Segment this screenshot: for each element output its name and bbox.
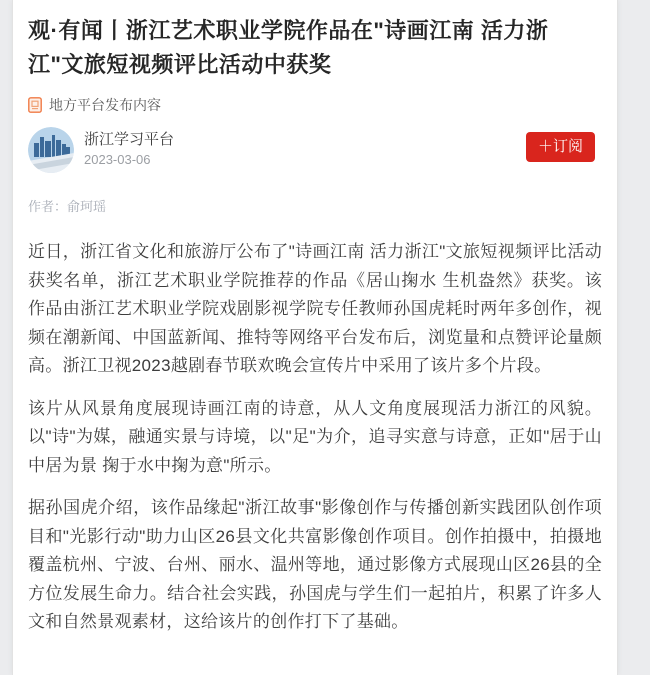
article-paragraph: 该片从风景角度展现诗画江南的诗意，从人文角度展现活力浙江的风貌。以"诗"为媒，融通实景与诗境，以"足"为介，追寻实意与诗意，正如"居于山中居为景 掬于水中掬为意"所示。 — [28, 398, 602, 475]
article-page-card — [12, 0, 618, 675]
author-line: 作者：俞珂瑶 — [28, 199, 107, 214]
article-paragraph: 近日，浙江省文化和旅游厅公布了"诗画江南 活力浙江"文旅短视频评比活动获奖名单，浙江艺术职业学院推荐的作品《居山掬水 生机盎然》获奖。该作品由浙江艺术职业学院戏剧影视学院专任教师孙国虎耗时两年多创作，视频在潮新闻、中国蓝新闻、推特等网络平台发布后，浏览量和点赞评论量颇高。浙江卫视2023越剧春节联欢晚会宣传片中采用了该片多个片段。 — [28, 242, 602, 375]
city-skyline-avatar[interactable] — [28, 127, 74, 173]
publisher-meta — [84, 127, 526, 169]
publisher-row — [28, 127, 602, 173]
content-source-tag — [28, 96, 602, 114]
platform-badge-icon — [28, 97, 42, 113]
publisher-name[interactable]: 浙江学习平台 — [84, 131, 175, 148]
content-source-label: 地方平台发布内容 — [49, 97, 161, 113]
subscribe-button[interactable]: ＋订阅 — [526, 132, 595, 162]
publish-date: 2023-03-06 — [84, 152, 151, 167]
page-title: 观·有闻丨浙江艺术职业学院作品在"诗画江南 活力浙江"文旅短视频评比活动中获奖 — [28, 18, 549, 77]
article-paragraph: 据孙国虎介绍，该作品缘起"浙江故事"影像创作与传播创新实践团队创作项目和"光影行动"助力山区26县文化共富影像创作项目。创作拍摄中，拍摄地覆盖杭州、宁波、台州、丽水、温州等地，通过影像方式展现山区26县的全方位发展生命力。结合社会实践，孙国虎与学生们一起拍片，积累了许多人文和自然景观素材，这给该片的创作打下了基础。 — [28, 498, 602, 631]
article-body — [28, 238, 602, 637]
